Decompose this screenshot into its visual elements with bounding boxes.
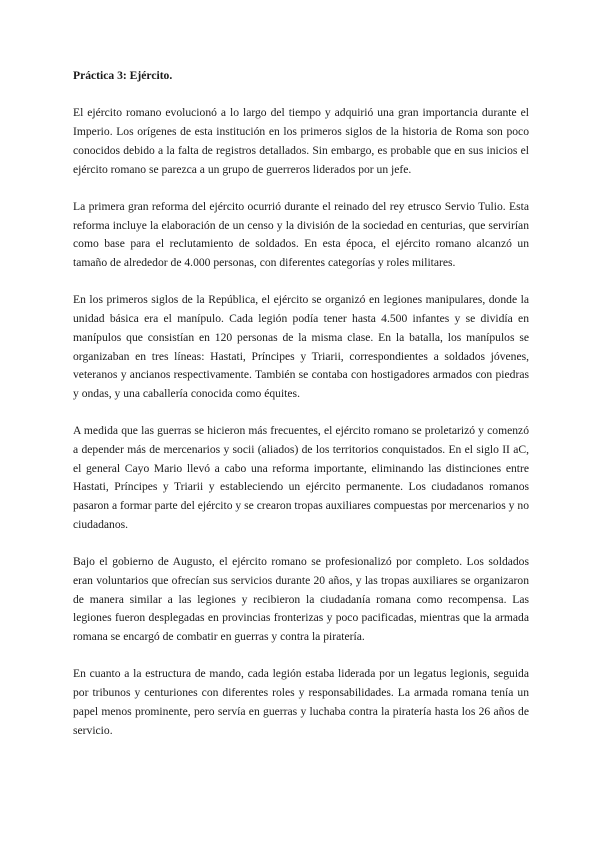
paragraph-servio-tulio: La primera gran reforma del ejército ocurrió durante el reinado del rey etrusco Servio Tulio. Esta reforma incluye la elaboración de un censo y la división de la sociedad en centurias, que servirían como base para el reclutamiento de soldados. En esta época, el ejército romano alcanzó un tamaño de alrededor de 4.000 personas, con diferentes categorías y roles militares. bbox=[73, 199, 529, 269]
paragraph-intro: El ejército romano evolucionó a lo largo del tiempo y adquirió una gran importancia durante el Imperio. Los orígenes de esta institución en los primeros siglos de la historia de Roma son poco conocidos debido a la falta de registros detallados. Sin embargo, es probable que en sus inicios el ejército romano se parezca a un grupo de guerreros liderados por un jefe. bbox=[73, 106, 529, 176]
paragraph-republica: En los primeros siglos de la República, el ejército se organizó en legiones manipulares, donde la unidad básica era el manípulo. Cada legión podía tener hasta 4.500 infantes y se dividía en manípulos que consistían en 120 personas de la misma clase. En la batalla, los manípulos se organizaban en tres líneas: Hastati, Príncipes y Triarii, correspondientes a soldados jóvenes, veteranos y ancianos respectivamente. También se contaba con hostigadores armados con piedras y ondas, y una caballería conocida como équites. bbox=[73, 293, 529, 400]
paragraph-augusto: Bajo el gobierno de Augusto, el ejército romano se profesionalizó por completo. Los soldados eran voluntarios que ofrecían sus servicios durante 20 años, y las tropas auxiliares se organizaron de manera similar a las legiones y recibieron la ciudadanía romana como recompensa. Las legiones fueron desplegadas en provincias fronterizas y poco pacificadas, mientras que la armada romana se encargó de combatir en guerras y contra la piratería. bbox=[73, 555, 529, 644]
document-body bbox=[73, 67, 529, 759]
paragraph-reforma-mario: A medida que las guerras se hicieron más frecuentes, el ejército romano se proletarizó y comenzó a depender más de mercenarios y socii (aliados) de los territorios conquistados. En el siglo II aC, el general Cayo Mario llevó a cabo una reforma importante, eliminando las distinciones entre Hastati, Príncipes y Triarii y estableciendo un ejército permanente. Los ciudadanos romanos pasaron a formar parte del ejército y se crearon tropas auxiliares compuestas por mercenarios y no ciudadanos. bbox=[73, 424, 529, 531]
document-title: Práctica 3: Ejército. bbox=[73, 69, 173, 82]
paragraph-estructura-mando: En cuanto a la estructura de mando, cada legión estaba liderada por un legatus legionis, seguida por tribunos y centuriones con diferentes roles y responsabilidades. La armada romana tenía un papel menos prominente, pero servía en guerras y luchaba contra la piratería hasta los 26 años de servicio. bbox=[73, 667, 529, 737]
